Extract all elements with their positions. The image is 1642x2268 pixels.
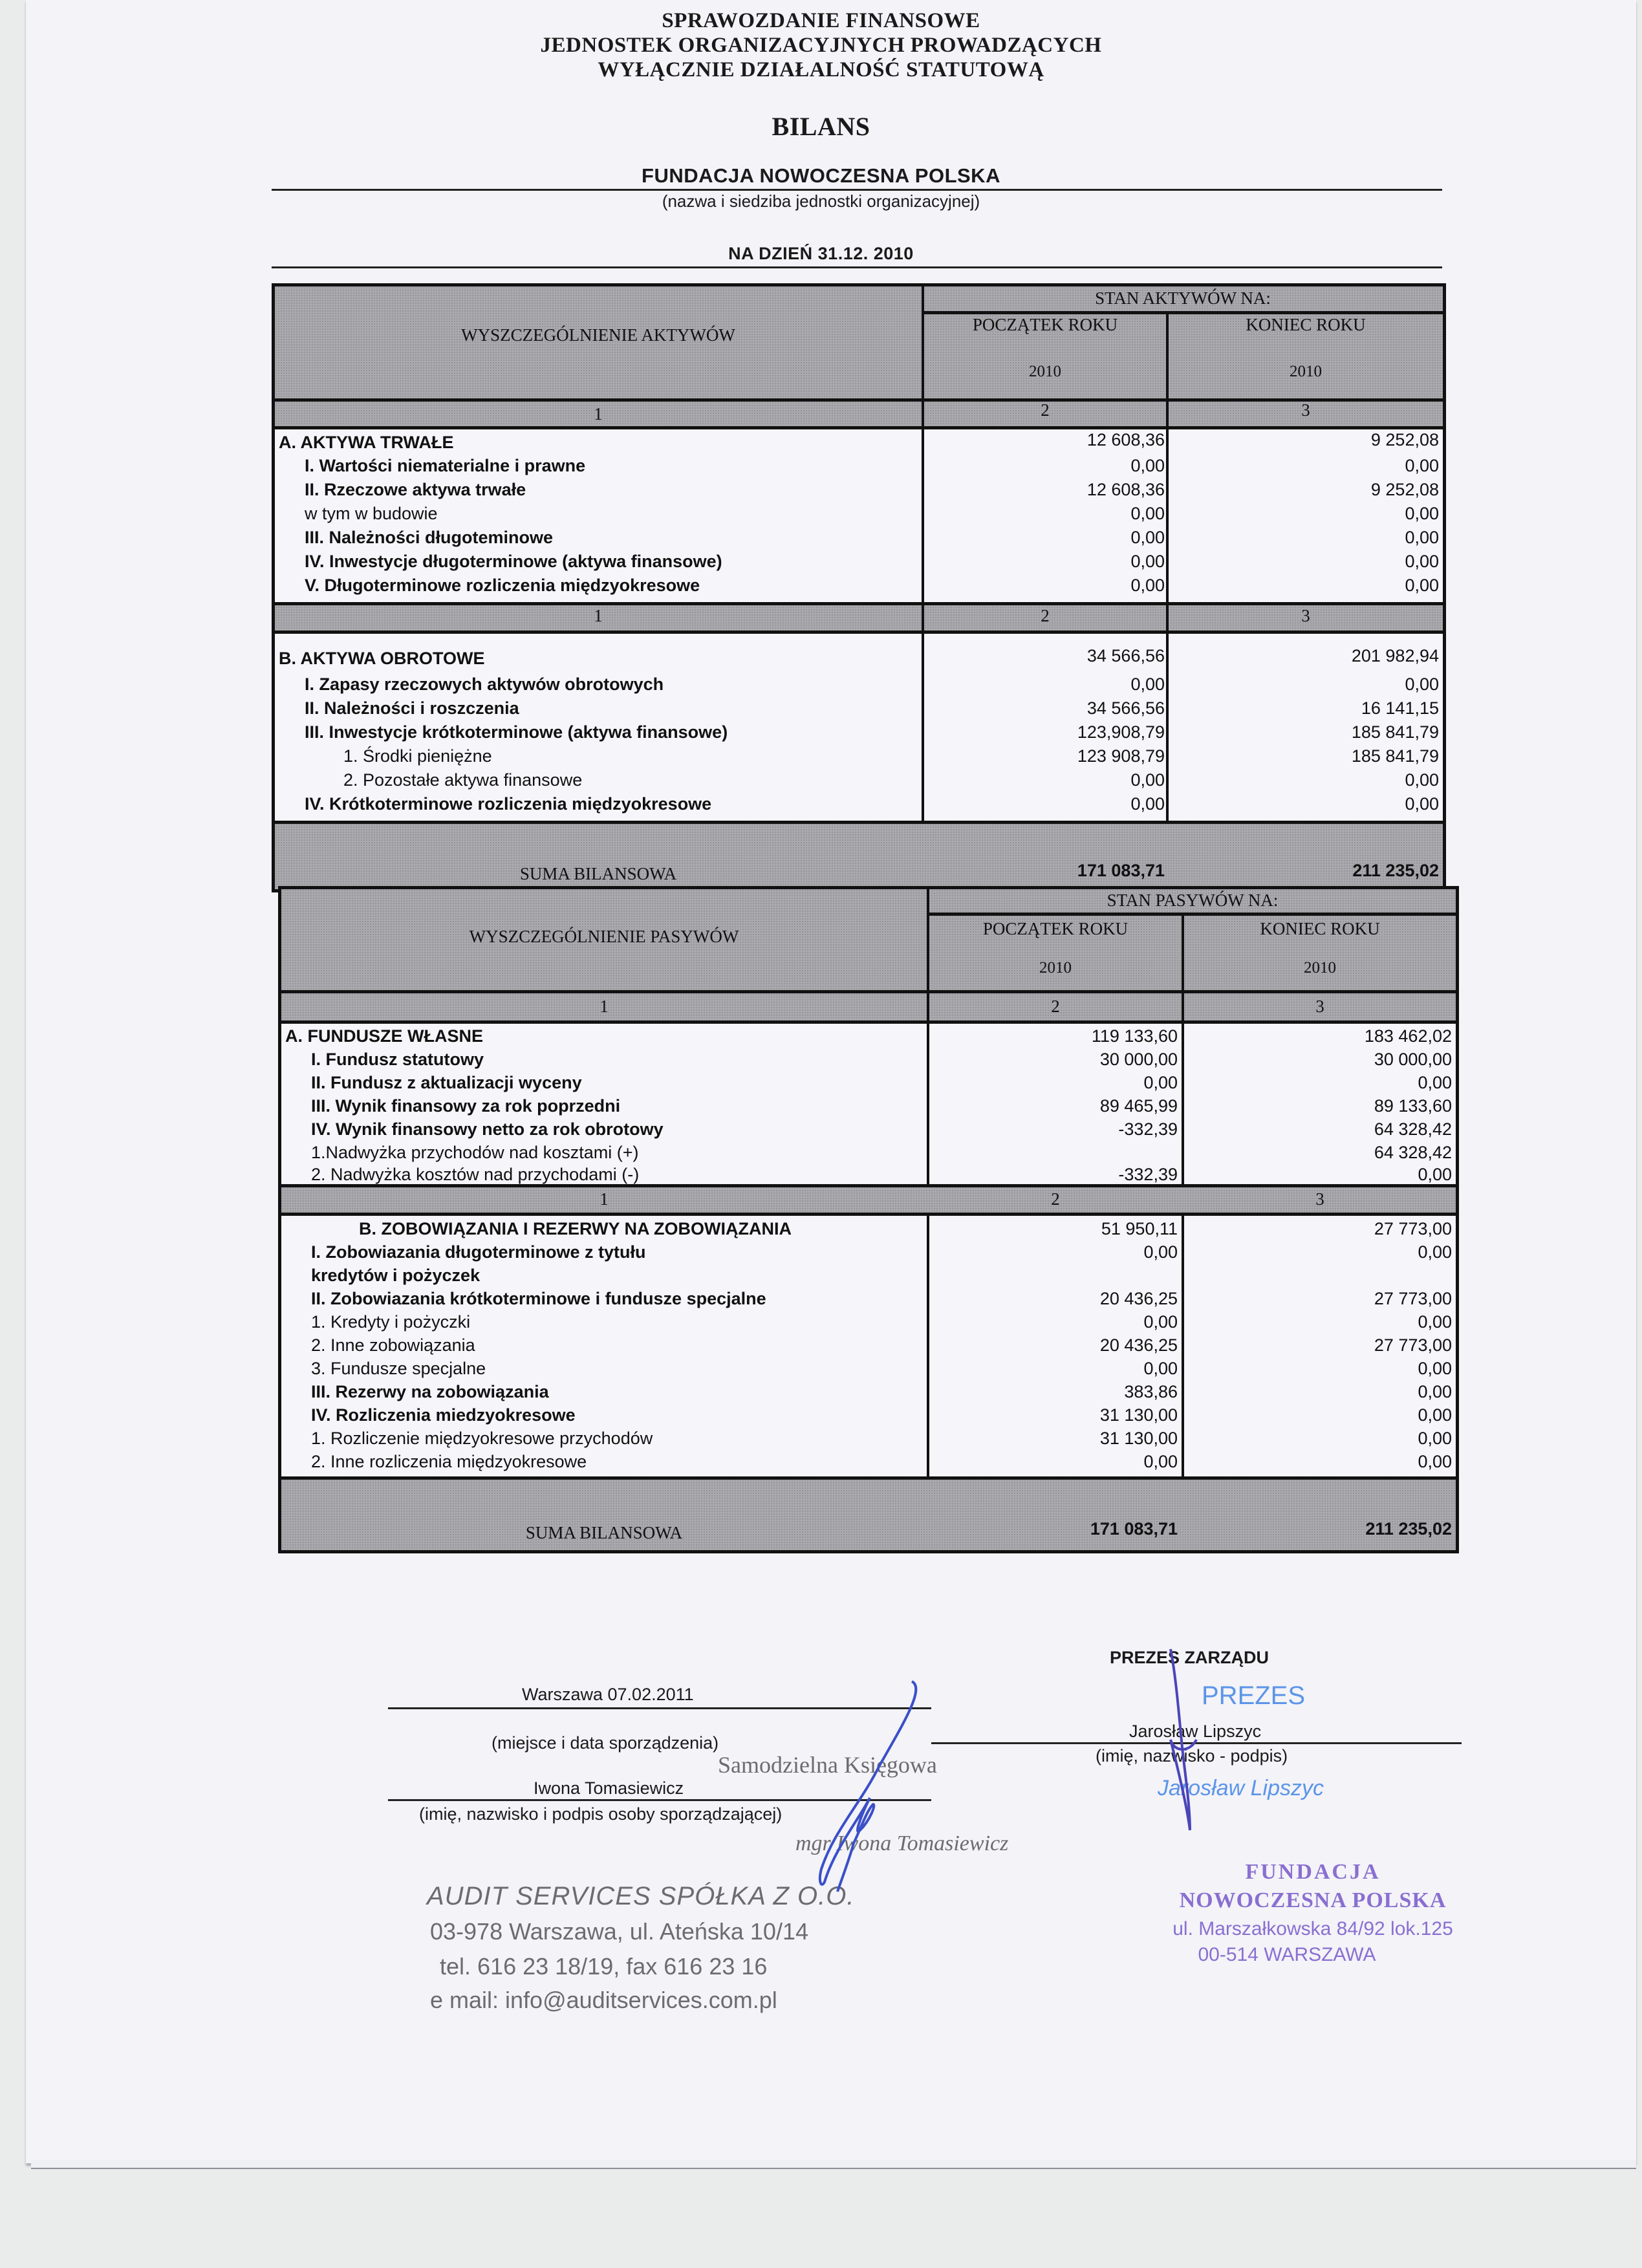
report-title-line3: WYŁĄCZNIE DZIAŁALNOŚĆ STATUTOWĄ bbox=[598, 58, 1044, 81]
assets-b-total-end: 201 982,94 bbox=[1351, 646, 1439, 665]
liabilities-b-row-end: 0,00 bbox=[1418, 1429, 1452, 1448]
assets-b-rule bbox=[275, 631, 1443, 634]
liabilities-a-row-end: 64 328,42 bbox=[1374, 1119, 1452, 1139]
liabilities-a-row-begin: 89 465,99 bbox=[1099, 1096, 1178, 1116]
liabilities-b-row-end: 27 773,00 bbox=[1374, 1335, 1452, 1355]
assets-a-row-end: 0,00 bbox=[1405, 528, 1439, 547]
liabilities-a-row-begin: 30 000,00 bbox=[1099, 1050, 1178, 1069]
assets-b-row-label: III. Inwestycje krótkoterminowe (aktywa finansowe) bbox=[305, 722, 728, 742]
liabilities-b-row-begin: 0,00 bbox=[1143, 1242, 1178, 1262]
assets-a-row-begin: 0,00 bbox=[1130, 576, 1165, 595]
liabilities-b-row-begin: 31 130,00 bbox=[1099, 1429, 1178, 1448]
president-stamp-title: PREZES bbox=[1202, 1681, 1306, 1710]
liabilities-col-begin: POCZĄTEK ROKU bbox=[982, 919, 1129, 938]
liabilities-b-rule bbox=[281, 1184, 1456, 1187]
liabilities-a-row-end: 89 133,60 bbox=[1374, 1096, 1452, 1116]
assets-colnum-1: 1 bbox=[594, 404, 603, 424]
liabilities-b-row-label: 1. Rozliczenie międzyokresowe przychodów bbox=[311, 1429, 653, 1448]
assets-a-row-label: II. Rzeczowe aktywa trwałe bbox=[305, 480, 526, 499]
liabilities-b-row-end: 0,00 bbox=[1418, 1382, 1452, 1401]
entity-name: FUNDACJA NOWOCZESNA POLSKA bbox=[642, 164, 1000, 187]
assets-col-begin: POCZĄTEK ROKU bbox=[972, 315, 1118, 334]
assets-total-rule bbox=[275, 821, 1443, 824]
assets-year-end: 2010 bbox=[1290, 363, 1322, 380]
accountant-stamp-name: mgr Iwona Tomasiewicz bbox=[795, 1831, 1009, 1855]
assets-b-row-begin: 0,00 bbox=[1130, 794, 1165, 814]
president-name: Jarosław Lipszyc bbox=[1129, 1722, 1262, 1741]
liabilities-b-row-begin: 20 436,25 bbox=[1099, 1335, 1178, 1355]
liabilities-b-row-label: 1. Kredyty i pożyczki bbox=[311, 1312, 471, 1332]
assets-b-row-end: 185 841,79 bbox=[1351, 722, 1439, 742]
liabilities-b-total-end: 27 773,00 bbox=[1374, 1219, 1452, 1238]
liabilities-a-row-end: 30 000,00 bbox=[1374, 1050, 1452, 1069]
liabilities-colnum-1: 1 bbox=[600, 997, 609, 1016]
assets-b-row-end: 0,00 bbox=[1405, 770, 1439, 790]
paper-edge bbox=[31, 2160, 1636, 2169]
liabilities-a-row-end: 64 328,42 bbox=[1374, 1143, 1452, 1162]
liabilities-col-divider bbox=[927, 889, 929, 1550]
liabilities-colnum-2: 2 bbox=[1051, 997, 1060, 1016]
liabilities-colnum-3: 3 bbox=[1315, 997, 1324, 1016]
preparer-caption: (imię, nazwisko i podpis osoby sporządzającej) bbox=[419, 1804, 783, 1824]
liabilities-col-end: KONIEC ROKU bbox=[1260, 919, 1380, 938]
place-date: Warszawa 07.02.2011 bbox=[522, 1685, 694, 1704]
liabilities-state-title: STAN PASYWÓW NA: bbox=[1107, 891, 1279, 910]
liabilities-a-row-label: I. Fundusz statutowy bbox=[311, 1050, 484, 1069]
assets-b-row-begin: 0,00 bbox=[1130, 770, 1165, 790]
assets-a-total-end: 9 252,08 bbox=[1370, 430, 1439, 449]
assets-a-row-end: 9 252,08 bbox=[1370, 480, 1439, 499]
assets-b-colnum-3: 3 bbox=[1301, 606, 1310, 625]
liabilities-total-end: 211 235,02 bbox=[1365, 1519, 1452, 1539]
assets-a-row-label: III. Należności długoteminowe bbox=[305, 528, 554, 547]
assets-a-row-label: IV. Inwestycje długoterminowe (aktywa finansowe) bbox=[305, 552, 722, 571]
assets-a-row-end: 0,00 bbox=[1405, 576, 1439, 595]
report-title-line1: SPRAWOZDANIE FINANSOWE bbox=[662, 9, 980, 32]
liabilities-colnum-rule bbox=[281, 1021, 1456, 1024]
assets-section-a-title: A. AKTYWA TRWAŁE bbox=[279, 433, 454, 452]
foundation-stamp-address: ul. Marszałkowska 84/92 lok.125 bbox=[1172, 1918, 1453, 1939]
liabilities-total-label: SUMA BILANSOWA bbox=[525, 1523, 683, 1542]
liabilities-b-row-label: 2. Inne zobowiązania bbox=[311, 1335, 475, 1355]
liabilities-total-rule bbox=[281, 1476, 1456, 1480]
liabilities-b-row-end: 0,00 bbox=[1418, 1242, 1452, 1262]
liabilities-b-row-begin: 31 130,00 bbox=[1099, 1405, 1178, 1425]
foundation-stamp-city: 00-514 WARSZAWA bbox=[1198, 1944, 1376, 1965]
liabilities-a-row-label: III. Wynik finansowy za rok poprzedni bbox=[311, 1096, 621, 1116]
liabilities-b-row-end: 27 773,00 bbox=[1374, 1289, 1452, 1308]
liabilities-b-row-begin: 20 436,25 bbox=[1099, 1289, 1178, 1308]
audit-stamp-address: 03-978 Warszawa, ul. Ateńska 10/14 bbox=[430, 1918, 808, 1945]
liabilities-b-row-end: 0,00 bbox=[1418, 1312, 1452, 1332]
liabilities-b-row-end: 0,00 bbox=[1418, 1452, 1452, 1471]
liabilities-a-row-begin: 0,00 bbox=[1143, 1073, 1178, 1092]
assets-b-row-label: 1. Środki pieniężne bbox=[343, 746, 492, 766]
assets-b-row-end: 16 141,15 bbox=[1361, 698, 1439, 718]
liabilities-section-a-title: A. FUNDUSZE WŁASNE bbox=[285, 1026, 483, 1046]
liabilities-b-row-begin: 0,00 bbox=[1143, 1359, 1178, 1378]
assets-col-divider bbox=[1166, 312, 1169, 603]
liabilities-b-row-label: I. Zobowiazania długoterminowe z tytułu bbox=[311, 1242, 646, 1262]
audit-stamp-company: AUDIT SERVICES SPÓŁKA Z O.O. bbox=[427, 1882, 855, 1910]
liabilities-year-begin: 2010 bbox=[1039, 959, 1072, 977]
liabilities-year-end: 2010 bbox=[1304, 959, 1336, 977]
assets-colnum-2: 2 bbox=[1041, 400, 1050, 420]
assets-b-colnum-1: 1 bbox=[594, 606, 603, 625]
assets-a-row-begin: 0,00 bbox=[1130, 456, 1165, 475]
liabilities-a-total-begin: 119 133,60 bbox=[1091, 1026, 1178, 1046]
entity-caption: (nazwa i siedziba jednostki organizacyjnej) bbox=[662, 191, 980, 211]
accountant-handwritten-signature bbox=[763, 1675, 931, 1895]
assets-a-row-end: 0,00 bbox=[1405, 456, 1439, 475]
liabilities-b-colnum-2: 2 bbox=[1051, 1189, 1060, 1209]
liabilities-b-row-label: IV. Rozliczenia miedzyokresowe bbox=[311, 1405, 576, 1425]
assets-b-row-label: I. Zapasy rzeczowych aktywów obrotowych bbox=[305, 675, 664, 694]
assets-b-rule bbox=[275, 602, 1443, 605]
assets-a-row-begin: 0,00 bbox=[1130, 528, 1165, 547]
liabilities-b-colnum-1: 1 bbox=[600, 1189, 609, 1209]
audit-stamp-phone: tel. 616 23 18/19, fax 616 23 16 bbox=[440, 1953, 768, 1980]
assets-state-title: STAN AKTYWÓW NA: bbox=[1095, 288, 1271, 308]
assets-b-row-end: 0,00 bbox=[1405, 675, 1439, 694]
liabilities-b-row-label: II. Zobowiazania krótkoterminowe i fundusze specjalne bbox=[311, 1289, 766, 1308]
assets-total-begin: 171 083,71 bbox=[1077, 861, 1165, 880]
liabilities-a-row-begin: -332,39 bbox=[1118, 1119, 1178, 1139]
as-of-date: NA DZIEŃ 31.12. 2010 bbox=[728, 244, 914, 263]
president-title: PREZES ZARZĄDU bbox=[1110, 1648, 1269, 1667]
assets-a-row-begin: 12 608,36 bbox=[1086, 480, 1165, 499]
assets-b-row-label: 2. Pozostałe aktywa finansowe bbox=[343, 770, 583, 790]
liabilities-b-row-end: 0,00 bbox=[1418, 1359, 1452, 1378]
liabilities-a-total-end: 183 462,02 bbox=[1364, 1026, 1452, 1046]
assets-column-title: WYSZCZEGÓLNIENIE AKTYWÓW bbox=[461, 325, 735, 345]
assets-section-b-title: B. AKTYWA OBROTOWE bbox=[279, 649, 485, 668]
liabilities-state-rule bbox=[929, 913, 1456, 916]
assets-a-row-begin: 0,00 bbox=[1130, 504, 1165, 523]
liabilities-header-rule bbox=[281, 990, 1456, 993]
assets-colnum-rule bbox=[275, 426, 1443, 429]
assets-year-begin: 2010 bbox=[1029, 363, 1061, 380]
assets-a-row-end: 0,00 bbox=[1405, 504, 1439, 523]
president-handwritten-signature bbox=[1151, 1643, 1229, 1837]
assets-b-row-label: II. Należności i roszczenia bbox=[305, 698, 519, 718]
liabilities-a-row-label: 2. Nadwyżka kosztów nad przychodami (-) bbox=[311, 1165, 640, 1184]
assets-b-row-begin: 123,908,79 bbox=[1077, 722, 1165, 742]
liabilities-a-row-end: 0,00 bbox=[1418, 1073, 1452, 1092]
assets-b-colnum-2: 2 bbox=[1041, 606, 1050, 625]
assets-a-row-label: w tym w budowie bbox=[305, 504, 438, 523]
assets-a-row-begin: 0,00 bbox=[1130, 552, 1165, 571]
assets-b-row-end: 0,00 bbox=[1405, 794, 1439, 814]
assets-b-row-begin: 34 566,56 bbox=[1086, 698, 1165, 718]
president-stamp-name: Jarosław Lipszyc bbox=[1158, 1776, 1324, 1800]
audit-stamp-email: e mail: info@auditservices.com.pl bbox=[430, 1987, 777, 2013]
foundation-stamp-line1: FUNDACJA bbox=[1245, 1860, 1381, 1884]
preparer-name: Iwona Tomasiewicz bbox=[534, 1778, 684, 1798]
assets-total-label: SUMA BILANSOWA bbox=[519, 864, 677, 883]
assets-a-total-begin: 12 608,36 bbox=[1086, 430, 1165, 449]
date-underline bbox=[272, 266, 1442, 268]
liabilities-section-b-title: B. ZOBOWIĄZANIA I REZERWY NA ZOBOWIĄZANIA bbox=[359, 1219, 792, 1238]
place-date-caption: (miejsce i data sporządzenia) bbox=[492, 1733, 719, 1753]
liabilities-b-row-label-cont: kredytów i pożyczek bbox=[311, 1266, 481, 1285]
assets-b-row-end: 185 841,79 bbox=[1351, 746, 1439, 766]
liabilities-b-row-end: 0,00 bbox=[1418, 1405, 1452, 1425]
liabilities-b-row-begin: 0,00 bbox=[1143, 1452, 1178, 1471]
entity-underline bbox=[272, 189, 1442, 191]
president-caption: (imię, nazwisko - podpis) bbox=[1096, 1746, 1288, 1766]
assets-b-total-begin: 34 566,56 bbox=[1086, 646, 1165, 665]
foundation-stamp-line2: NOWOCZESNA POLSKA bbox=[1179, 1888, 1447, 1912]
liabilities-column-title: WYSZCZEGÓLNIENIE PASYWÓW bbox=[469, 927, 739, 946]
assets-b-row-begin: 0,00 bbox=[1130, 675, 1165, 694]
liabilities-a-row-label: II. Fundusz z aktualizacji wyceny bbox=[311, 1073, 582, 1092]
report-title-line2: JEDNOSTEK ORGANIZACYJNYCH PROWADZĄCYCH bbox=[540, 34, 1102, 57]
liabilities-b-row-label: III. Rezerwy na zobowiązania bbox=[311, 1382, 549, 1401]
liabilities-a-row-begin: -332,39 bbox=[1118, 1165, 1178, 1184]
assets-b-row-label: IV. Krótkoterminowe rozliczenia międzyokresowe bbox=[305, 794, 712, 814]
liabilities-b-rule bbox=[281, 1213, 1456, 1216]
liabilities-a-row-label: IV. Wynik finansowy netto za rok obrotowy bbox=[311, 1119, 664, 1139]
accountant-stamp-title: Samodzielna Księgowa bbox=[718, 1752, 937, 1778]
liabilities-b-row-label: 3. Fundusze specjalne bbox=[311, 1359, 486, 1378]
liabilities-table bbox=[278, 886, 1459, 1553]
document-title: BILANS bbox=[772, 112, 870, 141]
assets-a-row-end: 0,00 bbox=[1405, 552, 1439, 571]
liabilities-b-total-begin: 51 950,11 bbox=[1101, 1219, 1178, 1238]
assets-col-end: KONIEC ROKU bbox=[1246, 315, 1366, 334]
liabilities-b-colnum-3: 3 bbox=[1315, 1189, 1324, 1209]
assets-total-end: 211 235,02 bbox=[1352, 861, 1439, 880]
liabilities-a-row-end: 0,00 bbox=[1418, 1165, 1452, 1184]
assets-b-row-begin: 123 908,79 bbox=[1077, 746, 1165, 766]
assets-state-rule bbox=[924, 311, 1443, 314]
liabilities-total-begin: 171 083,71 bbox=[1090, 1519, 1178, 1539]
liabilities-b-row-label: 2. Inne rozliczenia międzyokresowe bbox=[311, 1452, 587, 1471]
assets-a-row-label: I. Wartości niematerialne i prawne bbox=[305, 456, 586, 475]
assets-table bbox=[272, 283, 1446, 892]
assets-colnum-3: 3 bbox=[1301, 400, 1310, 420]
liabilities-b-row-begin: 383,86 bbox=[1124, 1382, 1178, 1401]
liabilities-a-row-label: 1.Nadwyżka przychodów nad kosztami (+) bbox=[311, 1143, 639, 1162]
liabilities-b-row-begin: 0,00 bbox=[1143, 1312, 1178, 1332]
assets-a-row-label: V. Długoterminowe rozliczenia międzyokresowe bbox=[305, 576, 700, 595]
